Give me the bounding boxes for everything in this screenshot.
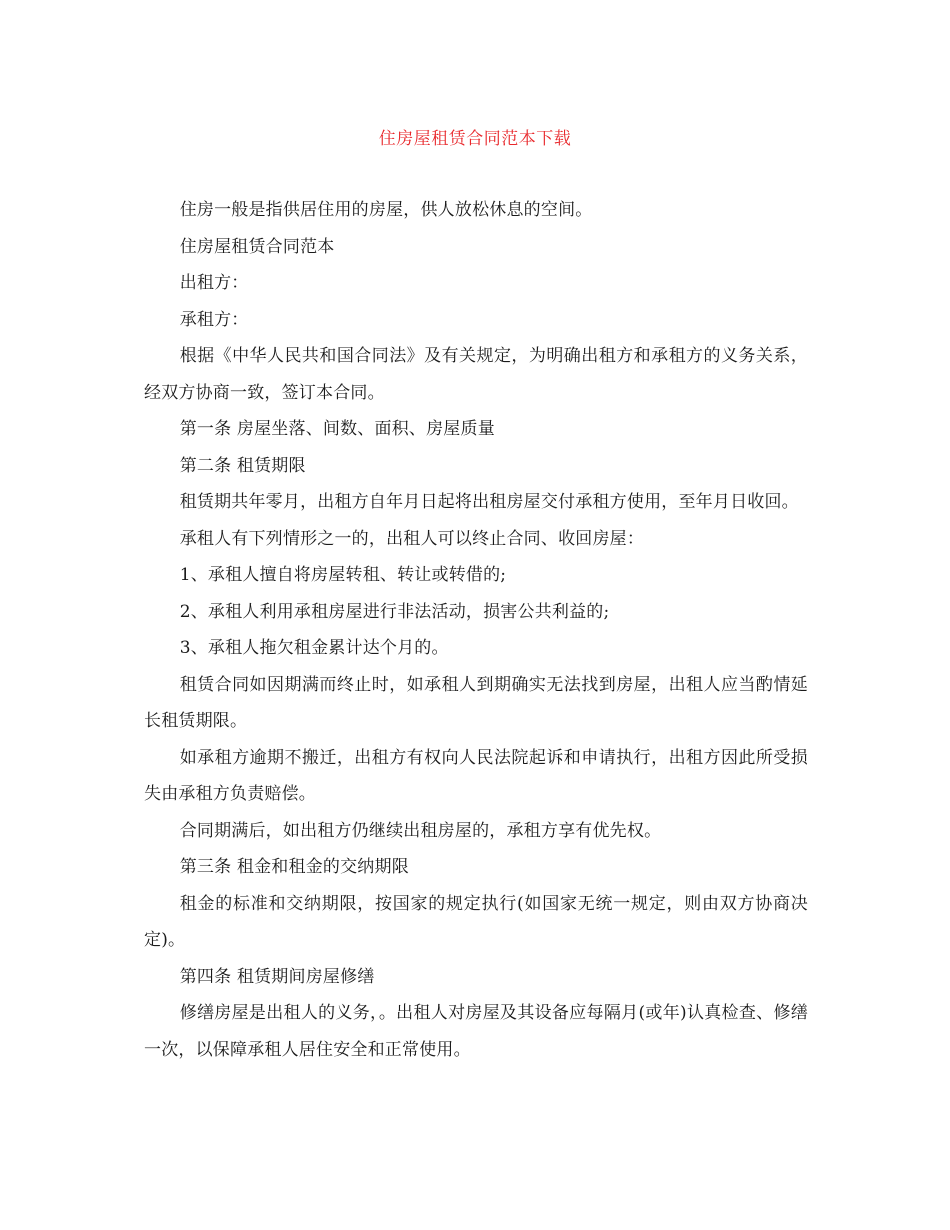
section-heading: 第二条 租赁期限	[179, 455, 306, 476]
paragraph: 租赁合同如因期满而终止时，如承租人到期确实无法找到房屋，出租人应当酌情延长租赁期限。	[144, 674, 808, 731]
paragraph: 如承租方逾期不搬迁，出租方有权向人民法院起诉和申请执行，出租方因此所受损失由承租方负责赔偿。	[144, 747, 808, 804]
section-heading: 第三条 租金和租金的交纳期限	[179, 857, 409, 877]
paragraph: 合同期满后，如出租方仍继续出租房屋的，承租方享有优先权。	[179, 820, 662, 841]
section-heading: 第四条 租赁期间房屋修缮	[179, 966, 375, 987]
paragraph: 修缮房屋是出租人的义务，。出租人对房屋及其设备应每隔月(或年)认真检查、修缮一次，以保障承租人居住安全和正常使用。	[144, 1003, 808, 1060]
paragraph: 根据《中华人民共和国合同法》及有关规定，为明确出租方和承租方的义务关系，经双方协商一致，签订本合同。	[144, 346, 808, 403]
section-heading: 第一条 房屋坐落、间数、面积、房屋质量	[179, 419, 495, 439]
list-item: 2、承租人利用承租房屋进行非法活动，损害公共利益的;	[179, 601, 610, 622]
paragraph: 承租方：	[179, 309, 249, 330]
paragraph: 租金的标准和交纳期限，按国家的规定执行(如国家无统一规定，则由双方协商决定)。	[144, 893, 808, 950]
document-body	[144, 192, 808, 1068]
list-item: 3、承租人拖欠租金累计达个月的。	[179, 638, 449, 658]
list-item: 1、承租人擅自将房屋转租、转让或转借的;	[179, 565, 507, 585]
paragraph: 租赁期共年零月，出租方自年月日起将出租房屋交付承租方使用，至年月日收回。	[179, 492, 799, 512]
paragraph: 出租方：	[179, 273, 249, 293]
paragraph: 承租人有下列情形之一的，出租人可以终止合同、收回房屋：	[179, 528, 645, 549]
document-title: 住房屋租赁合同范本下载	[378, 129, 572, 149]
paragraph: 住房一般是指供居住用的房屋，供人放松休息的空间。	[179, 200, 593, 220]
paragraph: 住房屋租赁合同范本	[179, 236, 335, 257]
